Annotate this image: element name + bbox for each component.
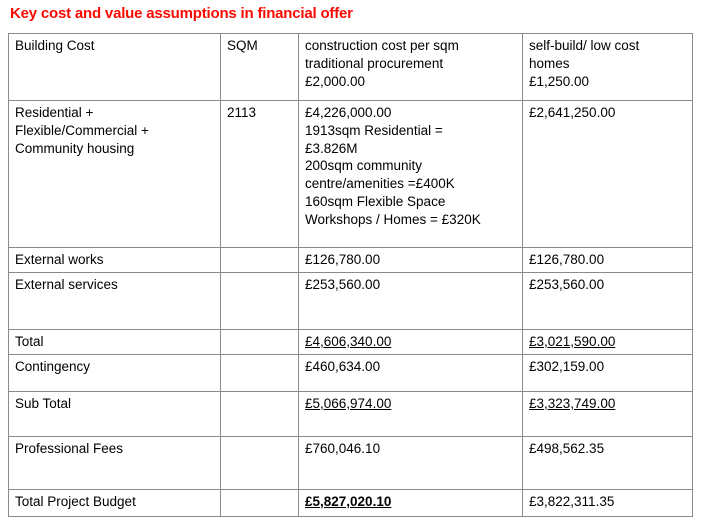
cost-assumptions-table [8,33,693,517]
cell-sqm-total [221,329,299,354]
cell-traditional-external-services: £253,560.00 [299,272,523,329]
cell-selfbuild-total-project-budget: £3,822,311.35 [523,489,693,516]
traditional-line-2: 1913sqm Residential = [305,122,443,138]
traditional-line-1: £4,226,000.00 [305,105,392,120]
value-traditional-sub-total: £5,066,974.00 [305,395,392,411]
table-row [9,489,693,516]
cell-item-total-project-budget: Total Project Budget [9,489,221,516]
table-header-row [9,34,693,101]
item-line-1: Residential + [15,105,94,120]
cell-traditional-total [299,329,523,354]
cell-item-contingency: Contingency [9,354,221,391]
cell-traditional-contingency: £460,634.00 [299,354,523,391]
traditional-line-5: centre/amenities =£400K [305,176,455,192]
cell-traditional-professional-fees: £760,046.10 [299,436,523,489]
cell-traditional-external-works: £126,780.00 [299,248,523,273]
value-selfbuild-sub-total: £3,323,749.00 [529,395,616,411]
value-traditional-total-project-budget: £5,827,020.10 [305,493,392,509]
cell-selfbuild-total [523,329,693,354]
header-cell-traditional [299,34,523,101]
traditional-line-6: 160sqm Flexible Space [305,194,446,210]
cell-selfbuild-residential: £2,641,250.00 [523,101,693,248]
cell-item-external-services: External services [9,272,221,329]
traditional-line-7: Workshops / Homes = £320K [305,211,481,227]
header-cell-building-cost [9,34,221,101]
item-line-2: Flexible/Commercial + [15,122,149,138]
cell-item-residential [9,101,221,248]
traditional-line-4: 200sqm community [305,158,423,174]
header-cell-selfbuild [523,34,693,101]
cell-sqm-sub-total [221,391,299,436]
header-selfbuild-line-3: £1,250.00 [529,73,590,89]
cell-selfbuild-professional-fees: £498,562.35 [523,436,693,489]
table-row [9,272,693,329]
header-selfbuild-line-1: self-build/ low cost [529,38,640,53]
table-row [9,436,693,489]
cell-item-external-works: External works [9,248,221,273]
value-selfbuild-total: £3,021,590.00 [529,333,616,349]
table-row [9,354,693,391]
cell-item-total: Total [9,329,221,354]
cell-selfbuild-external-services: £253,560.00 [523,272,693,329]
cell-item-sub-total: Sub Total [9,391,221,436]
item-line-3: Community housing [15,140,135,156]
value-traditional-total: £4,606,340.00 [305,333,392,349]
cell-sqm-professional-fees [221,436,299,489]
cell-sqm-external-services [221,272,299,329]
cell-sqm-total-project-budget [221,489,299,516]
table-row [9,329,693,354]
table-row [9,391,693,436]
cell-item-professional-fees: Professional Fees [9,436,221,489]
header-cell-sqm [221,34,299,101]
traditional-line-3: £3.826M [305,140,358,156]
header-traditional-line-3: £2,000.00 [305,73,366,89]
cell-selfbuild-contingency: £302,159.00 [523,354,693,391]
header-label-building-cost: Building Cost [15,38,95,53]
cell-traditional-total-project-budget [299,489,523,516]
cell-sqm-external-works [221,248,299,273]
header-selfbuild-line-2: homes [529,55,570,71]
table-row [9,101,693,248]
header-traditional-line-2: traditional procurement [305,55,444,71]
header-label-sqm: SQM [227,38,258,53]
cell-selfbuild-external-works: £126,780.00 [523,248,693,273]
cell-sqm-residential: 2113 [221,101,299,248]
cell-traditional-sub-total [299,391,523,436]
cell-selfbuild-sub-total [523,391,693,436]
cell-sqm-contingency [221,354,299,391]
page-title: Key cost and value assumptions in financial offer [10,5,353,22]
cell-traditional-residential [299,101,523,248]
header-traditional-line-1: construction cost per sqm [305,38,459,53]
table-row [9,248,693,273]
